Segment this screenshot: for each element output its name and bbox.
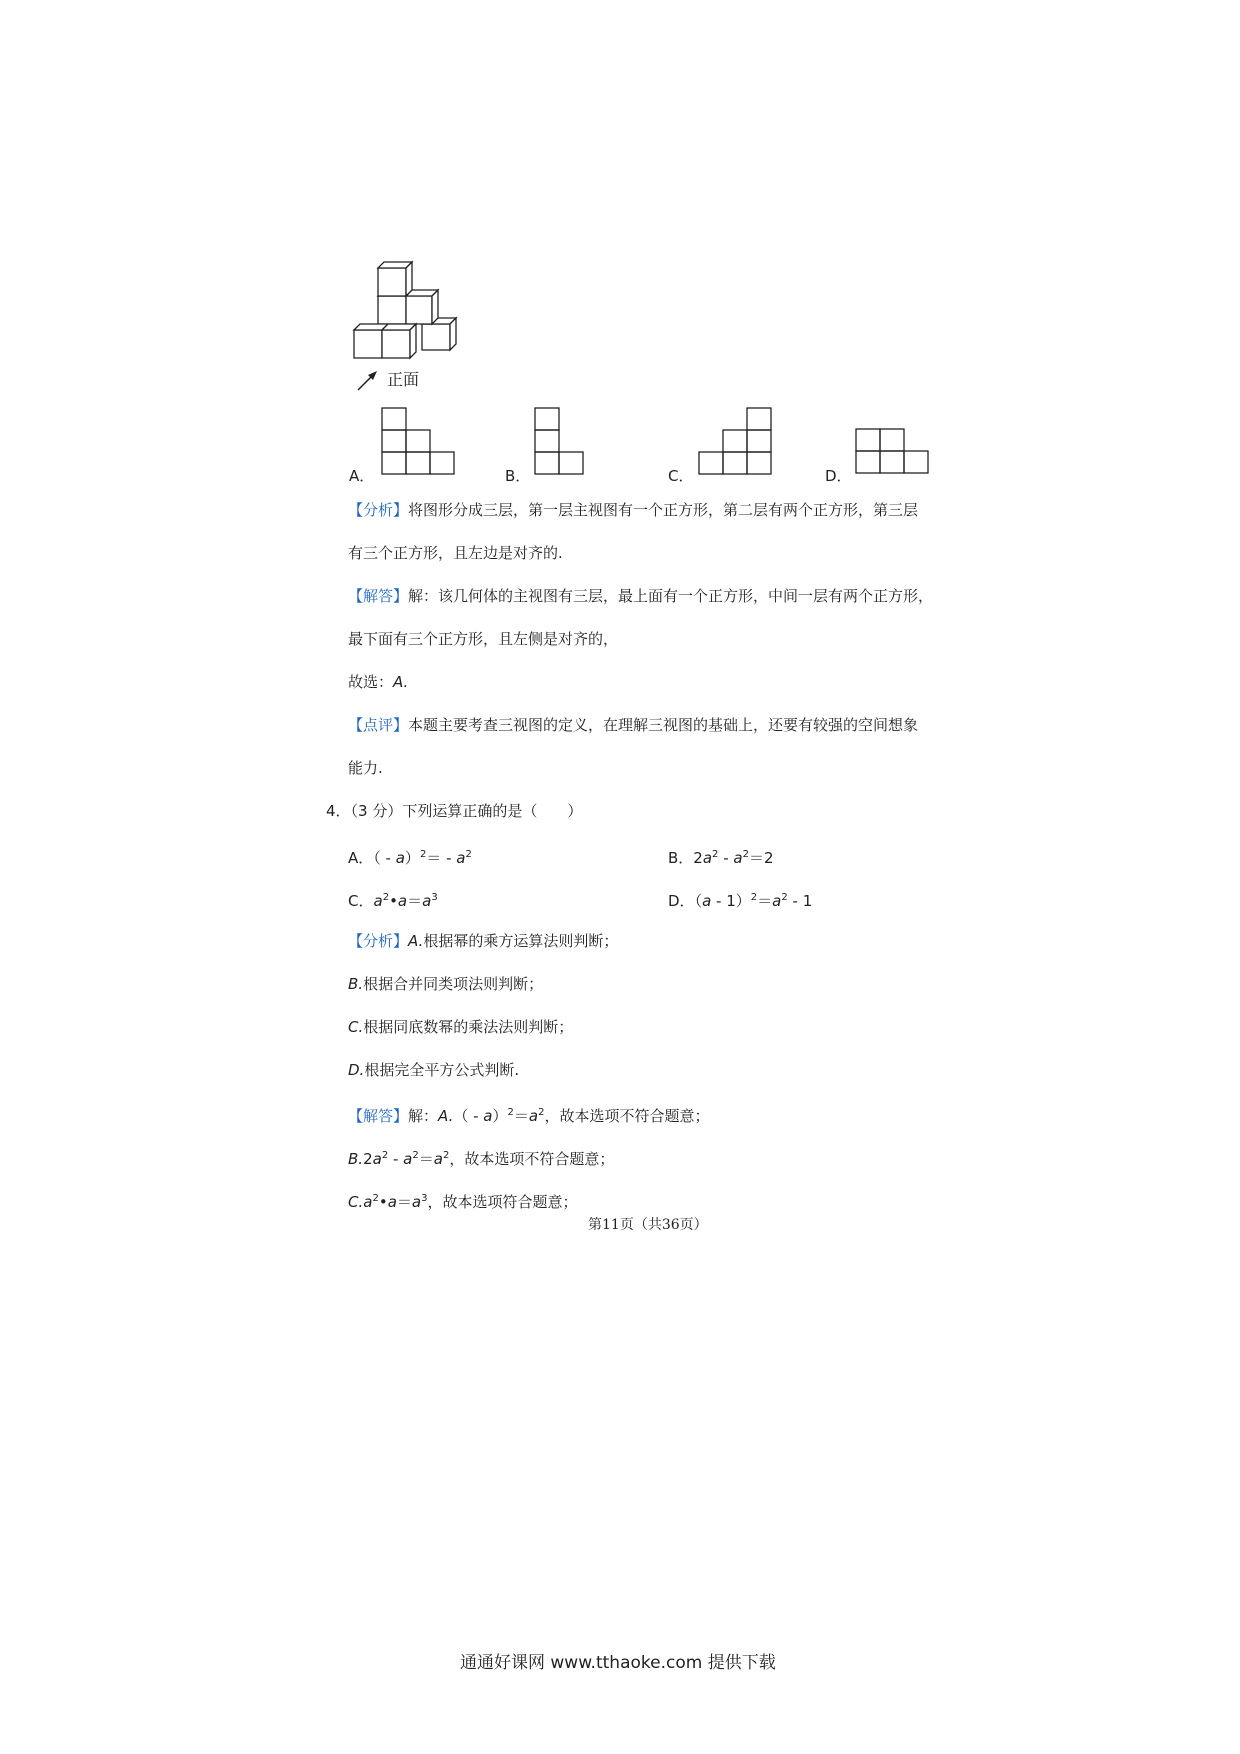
- footer-download-text: 通通好课网 www.tthaoke.com 提供下载: [460, 1653, 776, 1673]
- analysis-tag: 【分析】: [348, 501, 409, 519]
- front-arrow-icon: [356, 370, 380, 392]
- analysis-text: 将图形分成三层，第一层主视图有一个正方形，第二层有两个正方形，第三层: [408, 501, 919, 519]
- q4-analysis-d: D.根据完全平方公式判断.: [348, 1061, 520, 1079]
- q4-analysis-b: B.根据合并同类项法则判断；: [348, 975, 544, 993]
- page-number: 第11页（共36页）: [588, 1217, 708, 1233]
- q4-option-a: A．（ - $a)^2= - a^2$: [348, 849, 472, 867]
- option-d-grid: [855, 428, 935, 478]
- q4-analysis-c: C.根据同底数幂的乘法法则判断；: [348, 1018, 574, 1036]
- q4-analysis-a: 【分析】A.根据幂的乘方运算法则判断；: [348, 932, 619, 950]
- q3-solution-line1: [348, 586, 933, 606]
- q4-solution-c: $C.a^2•a=a^3$，故本选项符合题意；: [348, 1193, 578, 1211]
- option-label-c: C．: [668, 467, 694, 485]
- q3-analysis-line1: [348, 500, 918, 520]
- option-c-grid: [698, 407, 778, 477]
- option-label-a: A．: [349, 467, 375, 485]
- q3-comment-line1: [348, 715, 918, 735]
- option-b-grid: [534, 407, 594, 477]
- q4-option-d: D．$(a - 1)^2=a^2 - 1$: [668, 892, 813, 910]
- q3-solution-line2: 最下面有三个正方形，且左侧是对齐的，: [348, 630, 619, 648]
- solution-text: 解：该几何体的主视图有三层，最上面有一个正方形，中间一层有两个正方形，: [408, 587, 934, 605]
- q3-comment-line2: 能力.: [348, 759, 383, 777]
- q4-option-b: B．$2a^2 - a^2=2$: [668, 849, 774, 867]
- comment-tag: 【点评】: [348, 716, 409, 734]
- cube-stack-figure: [350, 262, 470, 362]
- solution-tag: 【解答】: [348, 587, 409, 605]
- q4-solution-b: $B.2a^2 - a^2=a^2$，故本选项不符合题意；: [348, 1150, 615, 1168]
- option-label-d: D．: [825, 467, 852, 485]
- comment-text: 本题主要考查三视图的定义，在理解三视图的基础上，还要有较强的空间想象: [408, 716, 919, 734]
- q4-stem: 4．（3 分）下列运算正确的是（ ）: [326, 802, 583, 820]
- option-a-grid: [381, 407, 461, 477]
- option-label-b: B．: [505, 467, 531, 485]
- front-label: 正面: [387, 370, 420, 389]
- q3-answer: 故选：A.: [348, 673, 409, 691]
- q3-analysis-line2: 有三个正方形，且左边是对齐的.: [348, 544, 563, 562]
- q4-option-c: C．$a^2•a=a^3$: [348, 892, 438, 910]
- q4-solution-a: 【解答】解：$A.( - a)^2=a^2$，故本选项不符合题意；: [348, 1107, 710, 1125]
